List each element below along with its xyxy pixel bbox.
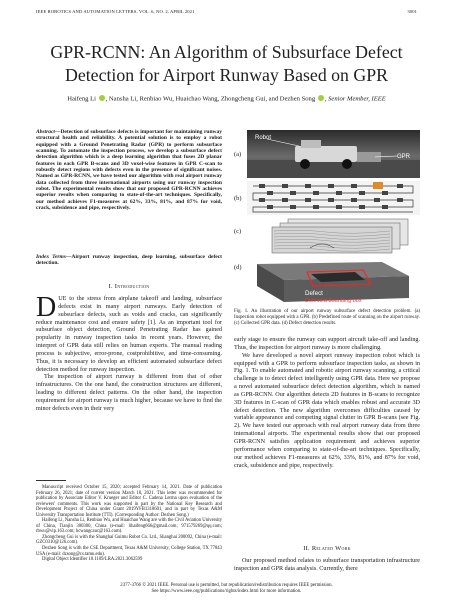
panel-label-c: (c) xyxy=(234,228,242,235)
footnote-affiliation-2: Zhongcheng Gui is with the Shanghai Guimu Robot Co. Ltd., Shanghai 200092, China (e-mail: GZC0310@126.com). xyxy=(36,534,222,546)
paper-title: GPR-RCNN: An Algorithm of Subsurface Defect Detection for Airport Runway Based on GPR xyxy=(50,42,403,85)
footnote-doi: Digital Object Identifier 10.1109/LRA.2021.3062599 xyxy=(42,557,143,563)
scanning-route-diagram xyxy=(247,181,420,215)
footnote-affiliation-1: Haifeng Li, Nansha Li, Renbiao Wu, and Huaichao Wang are with the Civil Aviation University of China, Tianjin 300300, China (e-mail: lihaifeng666@gmail.com; 971579269@qq.com; rbwu@vip.163.com; hcwangcauc@163.com). xyxy=(36,518,222,535)
index-terms xyxy=(36,254,222,267)
author-membership: , Senior Member, IEEE xyxy=(324,95,386,103)
author-first: Haifeng Li xyxy=(67,95,96,103)
abstract-text: —Detection of subsurface defects is important for maintaining runway structural health and reliability. A potential solution is to employ a robot equipped with a Ground Penetrating Radar (GPR) to perform subsurface scanning. To automate the inspection process, we develop a subsurface defect detection algorithm which is a deep learning algorithm that fuses 2D planar features in each GPR B-scans and 3D voxel-wise features in GPR C-scan to robustly detect regions with defects even in the presence of significant noises. Named as GPR-RCNN, we have tested our algorithm with real airport runway data collected from three international airports using our runway inspection robot. The experimental results show that our proposed GPR-RCNN achieves superior results when comparing to state-of-the-art techniques. Specifically, our method achieves F1-measures at 62%, 33%, 81%, and 87% for void, crack, subsidence and pipe, respectively. xyxy=(36,129,222,212)
abstract-lead: Abstract xyxy=(36,129,55,135)
panel-label-d: (d) xyxy=(234,264,242,271)
author-line xyxy=(20,95,433,103)
panel-label-a: (a) xyxy=(234,151,242,158)
section-heading-introduction: I. Introduction xyxy=(108,283,150,290)
orcid-icon[interactable] xyxy=(318,95,324,101)
panel-label-b: (b) xyxy=(234,195,242,202)
copyright-footer xyxy=(30,583,423,595)
page-number: 3001 xyxy=(407,9,417,14)
gpr-bscan-stack xyxy=(250,218,420,256)
orcid-icon[interactable] xyxy=(99,95,105,101)
footnotes xyxy=(36,485,222,563)
robot-photo xyxy=(247,130,420,178)
intro-paragraph-2: The inspection of airport runway is different from that of other infrastructures. On the one hand, the construction structures are different, leading to different defect patterns. On the other hand, the inspection requirement for airport runway is much higher, because we have to find the minor defects even in their very xyxy=(36,374,222,412)
right-paragraph-2: We have developed a novel airport runway inspection robot which is equipped with a GPR to perform subsurface inspection tasks, as shown in Fig. 1. To enable automated and robotic airport runway scanning, a critical challenge is to detect defect intelligently using GPR data. Here we propose a novel automated subsurface defect detection algorithm, which is named as GPR-RCNN. Our algorithm detects 2D features in B-scans to recognize 3D features in C-scan of GPR data which enables robust and accurate 3D defect detection. The new algorithm overcomes difficulties caused by variable appearance and competing signal clutter in GPR B-scans (see Fig. 2). We have tested our approach with real airport runway data from three international airports. The experimental results show that our proposed GPR-RCNN satisfies application requirement and achieves superior performance when comparing to state-of-the-art techniques. Specifically, our method achieves F1-measures at 62%, 33%, 81%, and 87% for void, crack, subsidence and pipe, respectively. xyxy=(234,352,420,469)
footnote-affiliation-3: Dezhen Song is with the CSE Department, Texas A&M University, College Station, TX 77843 USA (e-mail: dzsong@cs.tamu.edu). xyxy=(36,546,222,557)
intro-paragraph-1: DUE to the stress from airplane takeoff and landing, subsurface defects exist in many airport runways. Early detection of subsurface defects, such as voids and cracks, can significantly reduce maintenance cost and ensure safety [1]. As an important tool for subsurface object detection, Ground Penetrating Radar has gained popularity in runway inspection tasks in recent years. However, the interpret of GPR data still relies on human experts. The manual reading process is subjective, error-prone, costprohibitive, and time-consuming. Thus, it is necessary to develop an efficient automated subsurface defect detection method for runway inspection. xyxy=(36,292,222,373)
intro-body xyxy=(36,292,222,414)
index-terms-lead: Index Terms xyxy=(36,254,66,260)
figure-caption: Fig. 1. An illustration of our airport runway subsurface defect detection problem. (a) Inspection robot equipped with a GPR. (b) Predefined route of scanning on the airport runway. (c) Collected GPR data. (d) Defect detection results. xyxy=(234,309,420,326)
abstract xyxy=(36,129,222,211)
related-work-body xyxy=(234,558,420,574)
section-heading-related-work: II. Related Work xyxy=(303,545,351,552)
journal-name: IEEE ROBOTICS AND AUTOMATION LETTERS, VOL. 6, NO. 2, APRIL 2021 xyxy=(36,9,195,14)
footnote-rule xyxy=(36,480,66,481)
related-work-paragraph: Our proposed method relates to subsurface transportation infrastructure inspection and GPR data analysis. Currently, there xyxy=(234,558,420,572)
copyright-line-1: 2377-3766 © 2021 IEEE. Personal use is permitted, but republication/redistribution requires IEEE permission. xyxy=(120,583,333,588)
robot-label: Robot xyxy=(255,135,272,141)
right-paragraph-1: early stage to ensure the runway can support aircraft take-off and landing. Thus, the inspection for airport runway is more challenging. xyxy=(234,337,420,351)
running-header xyxy=(36,9,417,17)
gpr-label: GPR xyxy=(397,154,411,160)
index-terms-text: —Airport runway inspection, deep learning, subsurface defect detection. xyxy=(36,254,222,267)
drop-cap: D xyxy=(36,292,57,323)
bounding-box-label: Detected bounding box xyxy=(305,298,362,304)
defect-detection-result xyxy=(247,258,420,306)
right-column-body xyxy=(234,337,420,470)
copyright-line-2: See https://www.ieee.org/publications/rights/index.html for more information. xyxy=(151,589,302,594)
author-rest: , Nansha Li, Renbiao Wu, Huaichao Wang, Zhongcheng Gui, and Dezhen Song xyxy=(105,95,316,103)
defect-label: Defect xyxy=(305,290,323,297)
footnote-manuscript: Manuscript received October 15, 2020; accepted February 14, 2021. Date of publication February 26, 2021; date of current version March 18, 2021. This letter was recommended for publication by Associate Editor V. Krueger and Editor C. Cadena Lerma upon evaluation of the reviewers' comments. This work was supported in part by the National Key Research and Development Project of China under Grant 2019YFB1310601, and in part by Texas A&M University Transportation Institute (TTI). (Corresponding Author: Dezhen Song.) xyxy=(36,485,222,518)
